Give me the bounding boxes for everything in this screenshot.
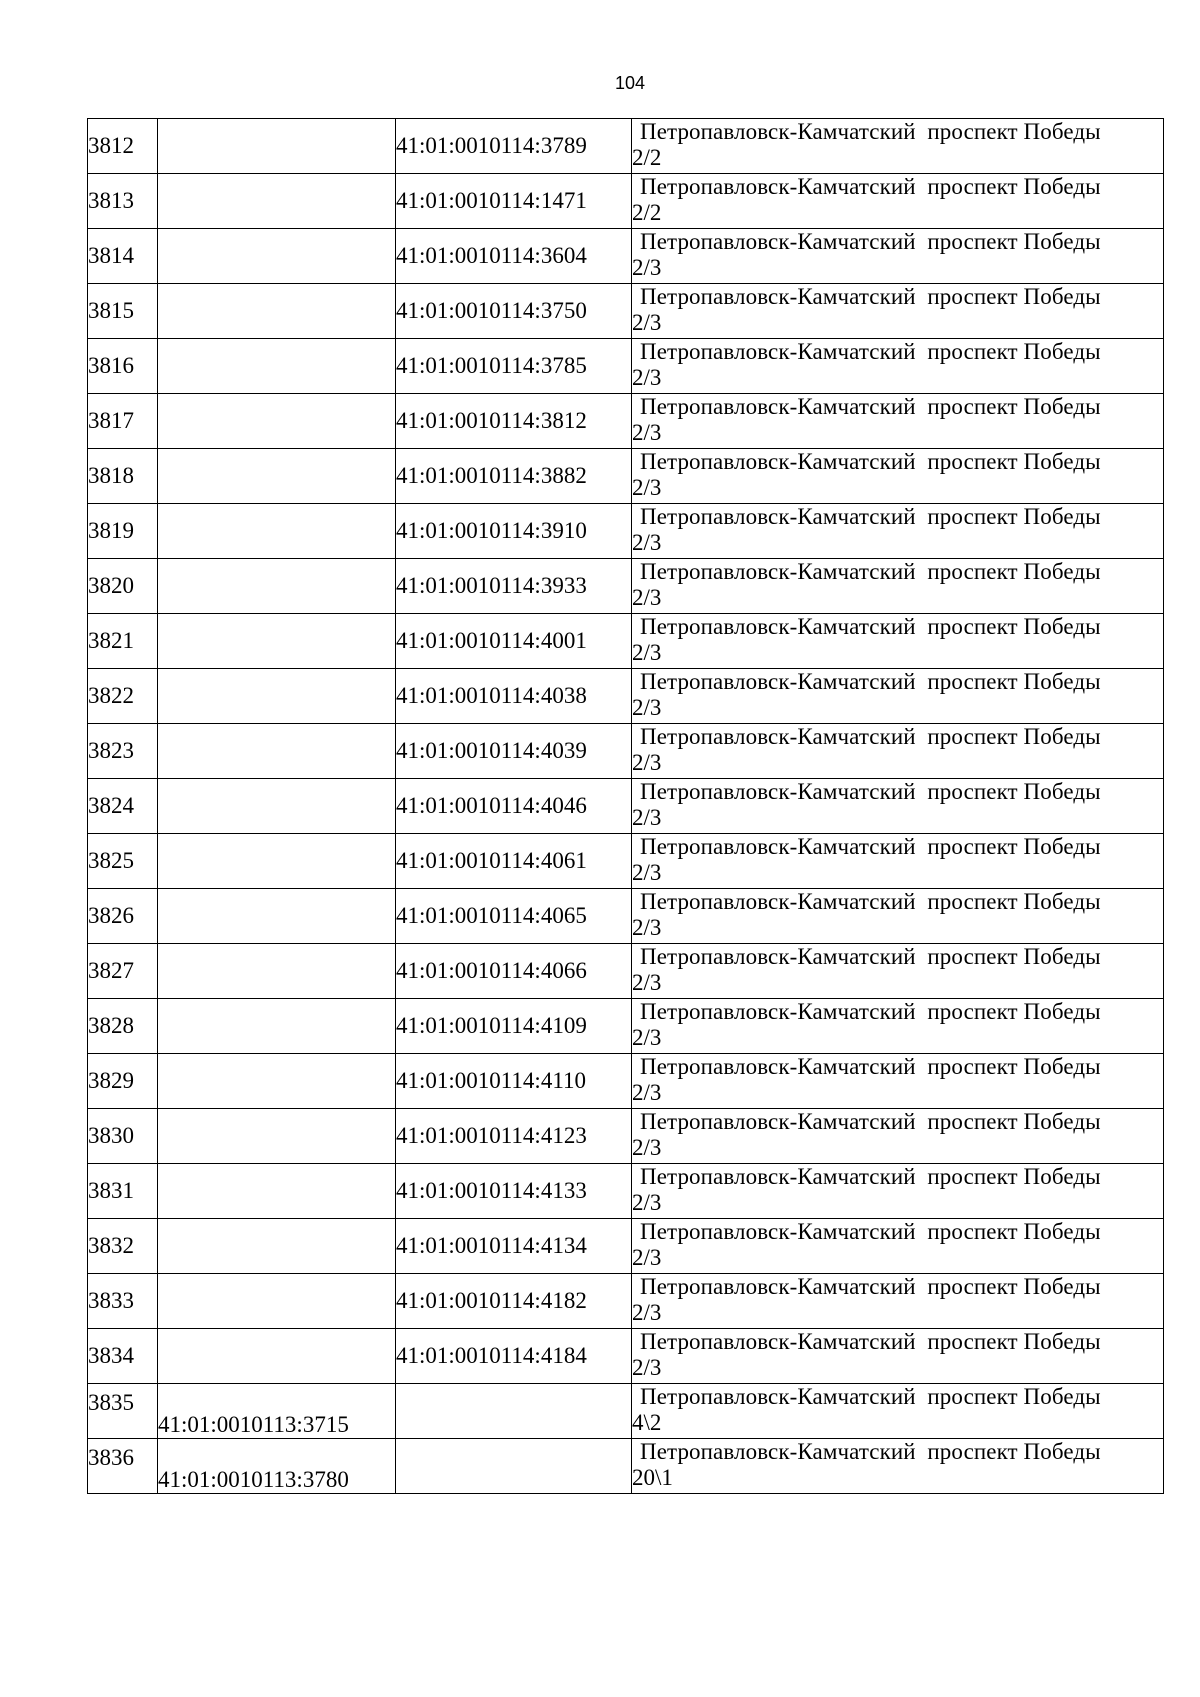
parcel-cadastral-cell: 41:01:0010114:3812	[396, 394, 632, 449]
address-line-1: Петропавловск-Камчатский проспект Победы	[640, 1329, 1101, 1354]
table-row	[88, 944, 1164, 999]
address-line-1: Петропавловск-Камчатский проспект Победы	[640, 119, 1101, 144]
parcel-cadastral-cell: 41:01:0010114:3750	[396, 284, 632, 339]
row-number-cell: 3829	[88, 1054, 158, 1109]
row-number-cell: 3821	[88, 614, 158, 669]
address-line-1: Петропавловск-Камчатский проспект Победы	[640, 999, 1101, 1024]
row-number-cell: 3835	[88, 1384, 158, 1439]
address-line-2: 4\2	[632, 1410, 662, 1435]
row-number-cell: 3827	[88, 944, 158, 999]
row-number-cell: 3833	[88, 1274, 158, 1329]
address-line-2: 2/3	[632, 1355, 662, 1380]
address-cell	[632, 1109, 1164, 1164]
building-cadastral-cell: 41:01:0010113:3780	[158, 1439, 396, 1494]
address-cell	[632, 1384, 1164, 1439]
table-row	[88, 834, 1164, 889]
table-row	[88, 504, 1164, 559]
row-number-cell: 3834	[88, 1329, 158, 1384]
building-cadastral-cell	[158, 174, 396, 229]
address-line-2: 2/3	[632, 805, 662, 830]
address-line-1: Петропавловск-Камчатский проспект Победы	[640, 889, 1101, 914]
building-cadastral-cell	[158, 944, 396, 999]
address-cell	[632, 1219, 1164, 1274]
address-cell	[632, 834, 1164, 889]
address-cell	[632, 174, 1164, 229]
table-row	[88, 339, 1164, 394]
building-cadastral-cell	[158, 119, 396, 174]
address-cell	[632, 1054, 1164, 1109]
address-line-2: 2/2	[632, 145, 662, 170]
address-line-1: Петропавловск-Камчатский проспект Победы	[640, 724, 1101, 749]
address-line-1: Петропавловск-Камчатский проспект Победы	[640, 1384, 1101, 1409]
building-cadastral-cell	[158, 1054, 396, 1109]
address-cell	[632, 119, 1164, 174]
row-number-cell: 3830	[88, 1109, 158, 1164]
table-row	[88, 284, 1164, 339]
parcel-cadastral-cell: 41:01:0010114:4039	[396, 724, 632, 779]
address-line-1: Петропавловск-Камчатский проспект Победы	[640, 229, 1101, 254]
address-cell	[632, 779, 1164, 834]
parcel-cadastral-cell: 41:01:0010114:4110	[396, 1054, 632, 1109]
parcel-cadastral-cell: 41:01:0010114:4038	[396, 669, 632, 724]
row-number-cell: 3824	[88, 779, 158, 834]
table-row	[88, 174, 1164, 229]
building-cadastral-cell	[158, 504, 396, 559]
address-cell	[632, 339, 1164, 394]
row-number-cell: 3819	[88, 504, 158, 559]
address-line-2: 2/2	[632, 200, 662, 225]
row-number-cell: 3825	[88, 834, 158, 889]
table-row	[88, 1109, 1164, 1164]
table-row	[88, 229, 1164, 284]
address-cell	[632, 394, 1164, 449]
row-number-cell: 3817	[88, 394, 158, 449]
building-cadastral-cell	[158, 1109, 396, 1164]
address-line-1: Петропавловск-Камчатский проспект Победы	[640, 779, 1101, 804]
parcel-cadastral-cell: 41:01:0010114:1471	[396, 174, 632, 229]
address-cell	[632, 724, 1164, 779]
row-number-cell: 3831	[88, 1164, 158, 1219]
parcel-cadastral-cell: 41:01:0010114:3789	[396, 119, 632, 174]
address-line-1: Петропавловск-Камчатский проспект Победы	[640, 834, 1101, 859]
table-row	[88, 1054, 1164, 1109]
address-line-2: 2/3	[632, 1025, 662, 1050]
address-cell	[632, 1164, 1164, 1219]
row-number-cell: 3836	[88, 1439, 158, 1494]
address-line-1: Петропавловск-Камчатский проспект Победы	[640, 1054, 1101, 1079]
building-cadastral-cell	[158, 339, 396, 394]
address-line-2: 2/3	[632, 1300, 662, 1325]
address-line-2: 2/3	[632, 1080, 662, 1105]
table-row	[88, 999, 1164, 1054]
registry-table-body	[88, 119, 1164, 1494]
address-cell	[632, 669, 1164, 724]
address-line-2: 2/3	[632, 1135, 662, 1160]
table-row	[88, 724, 1164, 779]
parcel-cadastral-cell: 41:01:0010114:4182	[396, 1274, 632, 1329]
address-line-2: 2/3	[632, 585, 662, 610]
parcel-cadastral-cell: 41:01:0010114:4184	[396, 1329, 632, 1384]
building-cadastral-cell	[158, 394, 396, 449]
table-row	[88, 1439, 1164, 1494]
building-cadastral-cell	[158, 1329, 396, 1384]
table-row	[88, 449, 1164, 504]
parcel-cadastral-cell: 41:01:0010114:4046	[396, 779, 632, 834]
address-line-2: 2/3	[632, 475, 662, 500]
address-line-1: Петропавловск-Камчатский проспект Победы	[640, 394, 1101, 419]
row-number-cell: 3816	[88, 339, 158, 394]
building-cadastral-cell	[158, 889, 396, 944]
row-number-cell: 3820	[88, 559, 158, 614]
table-row	[88, 614, 1164, 669]
table-row	[88, 889, 1164, 944]
parcel-cadastral-cell: 41:01:0010114:4109	[396, 999, 632, 1054]
row-number-cell: 3822	[88, 669, 158, 724]
row-number-cell: 3826	[88, 889, 158, 944]
building-cadastral-cell	[158, 669, 396, 724]
address-cell	[632, 284, 1164, 339]
row-number-cell: 3815	[88, 284, 158, 339]
row-number-cell: 3832	[88, 1219, 158, 1274]
page-number: 104	[614, 73, 646, 93]
parcel-cadastral-cell: 41:01:0010114:3785	[396, 339, 632, 394]
row-number-cell: 3828	[88, 999, 158, 1054]
address-cell	[632, 504, 1164, 559]
parcel-cadastral-cell: 41:01:0010114:4134	[396, 1219, 632, 1274]
parcel-cadastral-cell: 41:01:0010114:4066	[396, 944, 632, 999]
address-cell	[632, 889, 1164, 944]
address-line-2: 2/3	[632, 1245, 662, 1270]
address-line-1: Петропавловск-Камчатский проспект Победы	[640, 449, 1101, 474]
building-cadastral-cell	[158, 999, 396, 1054]
building-cadastral-cell	[158, 834, 396, 889]
address-line-2: 2/3	[632, 420, 662, 445]
table-row	[88, 394, 1164, 449]
address-line-1: Петропавловск-Камчатский проспект Победы	[640, 339, 1101, 364]
address-line-2: 2/3	[632, 1190, 662, 1215]
row-number-cell: 3813	[88, 174, 158, 229]
address-line-1: Петропавловск-Камчатский проспект Победы	[640, 944, 1101, 969]
address-line-1: Петропавловск-Камчатский проспект Победы	[640, 1109, 1101, 1134]
address-line-1: Петропавловск-Камчатский проспект Победы	[640, 1219, 1101, 1244]
table-row	[88, 1219, 1164, 1274]
address-line-2: 2/3	[632, 530, 662, 555]
building-cadastral-cell	[158, 724, 396, 779]
address-line-2: 2/3	[632, 750, 662, 775]
parcel-cadastral-cell: 41:01:0010114:4123	[396, 1109, 632, 1164]
parcel-cadastral-cell	[396, 1439, 632, 1494]
building-cadastral-cell	[158, 449, 396, 504]
building-cadastral-cell	[158, 229, 396, 284]
address-cell	[632, 1439, 1164, 1494]
parcel-cadastral-cell: 41:01:0010114:4133	[396, 1164, 632, 1219]
address-line-2: 2/3	[632, 970, 662, 995]
building-cadastral-cell	[158, 779, 396, 834]
address-line-1: Петропавловск-Камчатский проспект Победы	[640, 504, 1101, 529]
registry-table	[87, 118, 1164, 1494]
table-row	[88, 559, 1164, 614]
address-line-1: Петропавловск-Камчатский проспект Победы	[640, 669, 1101, 694]
table-row	[88, 1274, 1164, 1329]
address-cell	[632, 1274, 1164, 1329]
address-cell	[632, 449, 1164, 504]
address-line-2: 2/3	[632, 365, 662, 390]
row-number-cell: 3812	[88, 119, 158, 174]
table-row	[88, 1164, 1164, 1219]
building-cadastral-cell	[158, 614, 396, 669]
address-cell	[632, 559, 1164, 614]
address-line-2: 2/3	[632, 310, 662, 335]
address-cell	[632, 944, 1164, 999]
address-line-1: Петропавловск-Камчатский проспект Победы	[640, 1439, 1101, 1464]
address-cell	[632, 999, 1164, 1054]
parcel-cadastral-cell	[396, 1384, 632, 1439]
address-cell	[632, 614, 1164, 669]
address-line-1: Петропавловск-Камчатский проспект Победы	[640, 1164, 1101, 1189]
parcel-cadastral-cell: 41:01:0010114:3604	[396, 229, 632, 284]
table-row	[88, 779, 1164, 834]
building-cadastral-cell	[158, 284, 396, 339]
address-line-1: Петропавловск-Камчатский проспект Победы	[640, 284, 1101, 309]
address-line-1: Петропавловск-Камчатский проспект Победы	[640, 174, 1101, 199]
building-cadastral-cell	[158, 559, 396, 614]
building-cadastral-cell	[158, 1219, 396, 1274]
row-number-cell: 3818	[88, 449, 158, 504]
building-cadastral-cell: 41:01:0010113:3715	[158, 1384, 396, 1439]
address-line-1: Петропавловск-Камчатский проспект Победы	[640, 559, 1101, 584]
address-line-1: Петропавловск-Камчатский проспект Победы	[640, 1274, 1101, 1299]
table-row	[88, 669, 1164, 724]
table-row	[88, 1384, 1164, 1439]
parcel-cadastral-cell: 41:01:0010114:3910	[396, 504, 632, 559]
row-number-cell: 3823	[88, 724, 158, 779]
address-line-2: 2/3	[632, 640, 662, 665]
address-cell	[632, 1329, 1164, 1384]
address-line-2: 2/3	[632, 860, 662, 885]
address-line-2: 2/3	[632, 915, 662, 940]
parcel-cadastral-cell: 41:01:0010114:3933	[396, 559, 632, 614]
parcel-cadastral-cell: 41:01:0010114:4065	[396, 889, 632, 944]
table-row	[88, 119, 1164, 174]
building-cadastral-cell	[158, 1274, 396, 1329]
address-line-1: Петропавловск-Камчатский проспект Победы	[640, 614, 1101, 639]
address-line-2: 20\1	[632, 1465, 673, 1490]
address-cell	[632, 229, 1164, 284]
row-number-cell: 3814	[88, 229, 158, 284]
parcel-cadastral-cell: 41:01:0010114:3882	[396, 449, 632, 504]
address-line-2: 2/3	[632, 695, 662, 720]
table-row	[88, 1329, 1164, 1384]
address-line-2: 2/3	[632, 255, 662, 280]
parcel-cadastral-cell: 41:01:0010114:4061	[396, 834, 632, 889]
parcel-cadastral-cell: 41:01:0010114:4001	[396, 614, 632, 669]
building-cadastral-cell	[158, 1164, 396, 1219]
